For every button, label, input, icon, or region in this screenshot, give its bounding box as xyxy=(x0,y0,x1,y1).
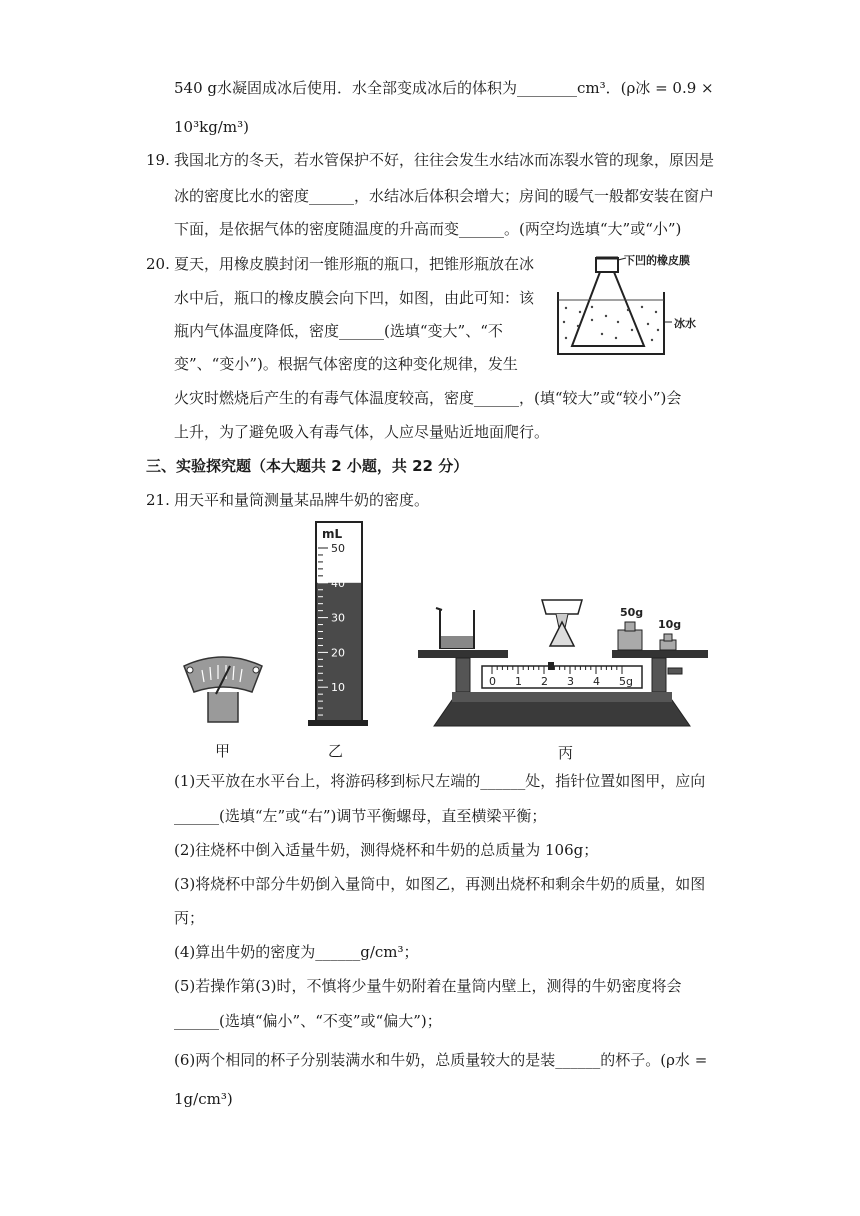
balance-base xyxy=(434,700,690,726)
cylinder-tick-label: 30 xyxy=(331,611,345,625)
q21-item-3a: (3)将烧杯中部分牛奶倒入量筒中，如图乙，再测出烧杯和剩余牛奶的质量，如图 xyxy=(174,875,706,893)
fig-label-c: 丙 xyxy=(558,744,574,762)
scale-tick-label: 2 xyxy=(541,675,548,688)
milk-in-beaker xyxy=(441,636,473,648)
q18-line-1: 540 g水凝固成冰后使用．水全部变成冰后的体积为________cm³．(ρ冰 = 0.9 × xyxy=(174,79,714,97)
conical-flask xyxy=(572,272,644,346)
q19-line-1: 我国北方的冬天，若水管保护不好，往往会发生水结冰而冻裂水管的现象，原因是 xyxy=(174,151,715,169)
q20-number: 20. xyxy=(146,255,170,273)
q21-item-2: (2)往烧杯中倒入适量牛奶，测得烧杯和牛奶的总质量为 106g； xyxy=(174,841,599,859)
weight-10g-label: 10g xyxy=(658,618,682,631)
q21-item-3b: 丙； xyxy=(174,909,205,927)
balance-scale xyxy=(482,666,642,688)
q21-item-6b: 1g/cm³) xyxy=(174,1090,233,1108)
measuring-cylinder-figure xyxy=(304,520,368,728)
q21-item-6a: (6)两个相同的杯子分别装满水和牛奶，总质量较大的是装______的杯子。(ρ水 = xyxy=(174,1051,708,1069)
q18-line-2: 10³kg/m³) xyxy=(174,118,249,136)
fig-label-b: 乙 xyxy=(328,742,344,760)
q21-item-1a: (1)天平放在水平台上，将游码移到标尺左端的______处，指针位置如图甲，应向 xyxy=(174,772,706,790)
q19-line-3: 下面，是依据气体的密度随温度的升高而变______。(两空均选填“大”或“小”) xyxy=(174,220,682,238)
dial-face xyxy=(184,657,262,692)
q21-number: 21. xyxy=(146,491,170,509)
q21-item-1b: ______(选填“左”或“右”)调节平衡螺母，直至横梁平衡； xyxy=(174,807,547,825)
cylinder-tick-label: 50 xyxy=(331,542,345,555)
q20-line-5: 火灾时燃烧后产生的有毒气体温度较高，密度______，(填“较大”或“较小”)会 xyxy=(174,389,682,407)
q20-line-6: 上升，为了避免吸入有毒气体，人应尽量贴近地面爬行。 xyxy=(174,423,550,441)
flask-figure xyxy=(552,250,732,360)
section-3-title: 三、实验探究题（本大题共 2 小题，共 22 分） xyxy=(146,457,469,475)
rider xyxy=(548,662,554,670)
scale-tick-label: 0 xyxy=(489,675,496,688)
balance-figure xyxy=(412,596,712,732)
cylinder-tick-label: 10 xyxy=(331,681,345,695)
scale-tick-label: 4 xyxy=(593,675,600,688)
right-pan xyxy=(612,650,708,658)
q21-item-5a: (5)若操作第(3)时，不慎将少量牛奶附着在量筒内壁上，测得的牛奶密度将会 xyxy=(174,977,682,995)
q19-line-2: 冰的密度比水的密度______，水结冰后体积会增大；房间的暖气一般都安装在窗户 xyxy=(174,187,715,205)
weight-50g-label: 50g xyxy=(620,606,644,619)
balance-dial xyxy=(542,600,582,614)
q21-item-4: (4)算出牛奶的密度为______g/cm³； xyxy=(174,943,419,961)
cylinder-unit: mL xyxy=(322,527,343,541)
membrane-cap xyxy=(596,258,618,272)
q20-line-2: 水中后，瓶口的橡皮膜会向下凹，如图，由此可知：该 xyxy=(174,289,535,307)
scale-tick-label: 1 xyxy=(515,675,522,688)
q20-line-1: 夏天，用橡皮膜封闭一锥形瓶的瓶口，把锥形瓶放在冰 xyxy=(174,255,535,273)
left-pan xyxy=(418,650,508,658)
cylinder-tick-label: 20 xyxy=(331,646,345,660)
q20-line-4: 变”、“变小”)。根据气体密度的这种变化规律，发生 xyxy=(174,355,518,373)
q19-number: 19. xyxy=(146,151,170,169)
ice-dots xyxy=(563,306,659,341)
pointer-dial-figure xyxy=(180,652,266,726)
q20-line-3: 瓶内气体温度降低，密度______(选填“变大”、“不 xyxy=(174,322,503,340)
scale-tick-label: 5g xyxy=(619,675,633,688)
fig-label-a: 甲 xyxy=(215,742,231,760)
ice-water-label: 冰水 xyxy=(674,317,696,330)
cylinder-tick-label: 40 xyxy=(331,576,345,590)
q21-intro: 用天平和量筒测量某品牌牛奶的密度。 xyxy=(174,491,430,509)
membrane-label: 下凹的橡皮膜 xyxy=(624,254,690,267)
weight-50g xyxy=(618,630,642,650)
q21-item-5b: ______(选填“偏小”、“不变”或“偏大”)； xyxy=(174,1012,442,1030)
scale-tick-label: 3 xyxy=(567,675,574,688)
